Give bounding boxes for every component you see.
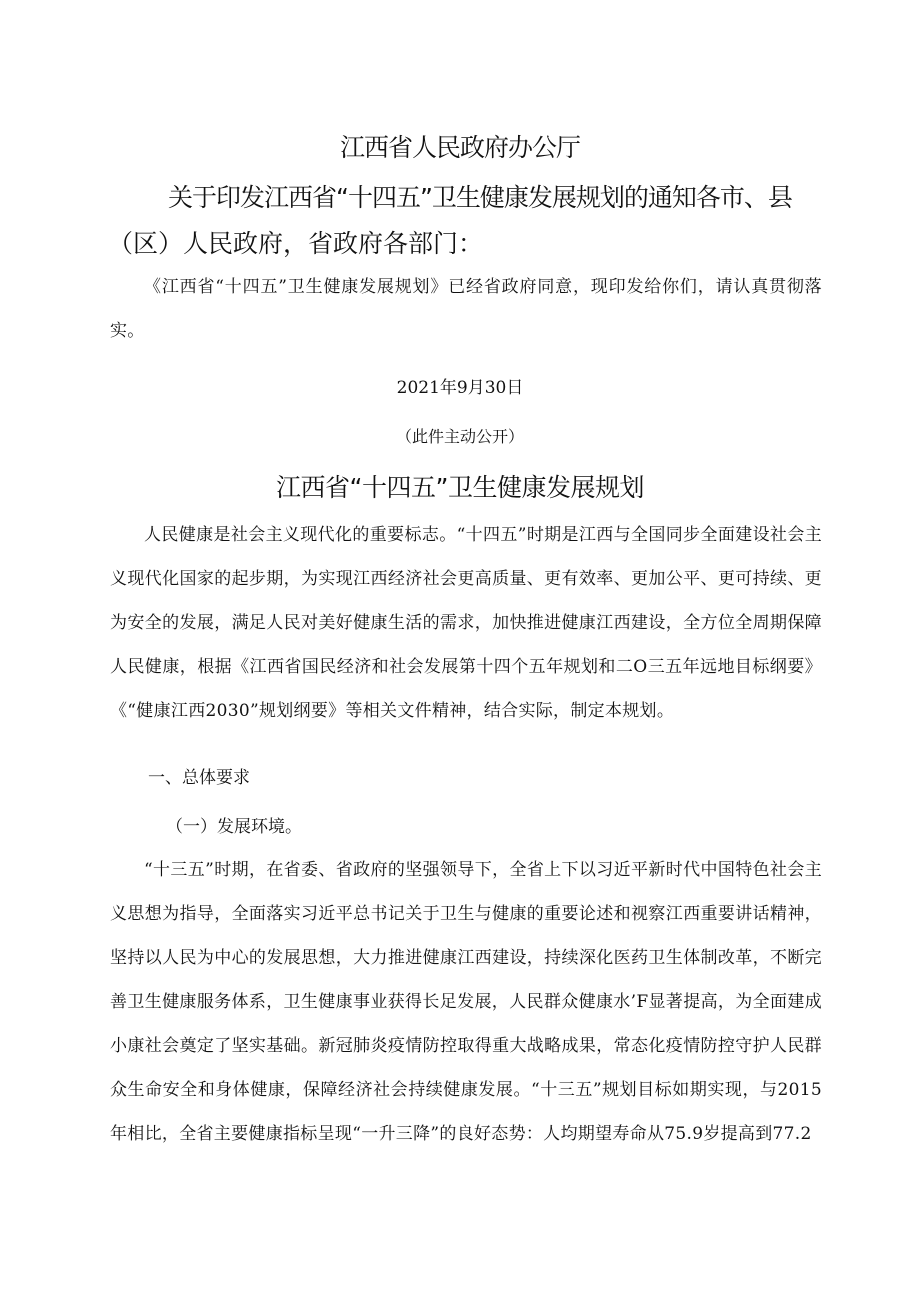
intro-paragraph: 《江西省“十四五”卫生健康发展规划》已经省政府同意，现印发给你们，请认真贯彻落实。 — [110, 277, 822, 341]
preface-paragraph: 人民健康是社会主义现代化的重要标志。“十四五”时期是江西与全国同步全面建设社会主义现代化国家的起步期，为实现江西经济社会更高质量、更有效率、更加公平、更可持续、更为安全的发展，满足人民对美好健康生活的需求，加快推进健康江西建设，全方位全周期保障人民健康，根据《江西省国民经济和社会发展第十四个五年规划和二O三五年远地目标纲要》《“健康江西2030”规划纲要》等相关文件精神，结合实际，制定本规划。 — [110, 525, 822, 721]
issue-date: 2021年9月30日 — [396, 378, 524, 398]
subsection-heading: （一）发展环境。 — [166, 817, 302, 837]
plan-title: 江西省“十四五”卫生健康发展规划 — [276, 473, 644, 502]
recipients: （区）人民政府，省政府各部门： — [108, 229, 484, 258]
publicity-note: （此件主动公开） — [395, 427, 524, 446]
notice-title: 关于印发江西省“十四五”卫生健康发展规划的通知各市、县 — [168, 183, 792, 212]
section-heading: 一、总体要求 — [148, 768, 250, 788]
issuing-office: 江西省人民政府办公厅 — [339, 133, 580, 162]
body-paragraph: “十三五”时期，在省委、省政府的坚强领导下，全省上下以习近平新时代中国特色社会主义思想为指导，全面落实习近平总书记关于卫生与健康的重要论述和视察江西重要讲话精神，坚持以人民为中心的发展思想，大力推进健康江西建设，持续深化医药卫生体制改革，不断完善卫生健康服务体系，卫生健康事业获得长足发展，人民群众健康水’F显著提高，为全面建成小康社会奠定了坚实基础。新冠肺炎疫情防控取得重大战略成果，常态化疫情防控守护人民群众生命安全和身体健康，保障经济社会持续健康发展。“十三五”规划目标如期实现，与2015年相比，全省主要健康指标呈现“一升三降”的良好态势：人均期望寿命从75.9岁提高到77.2 — [110, 860, 822, 1144]
